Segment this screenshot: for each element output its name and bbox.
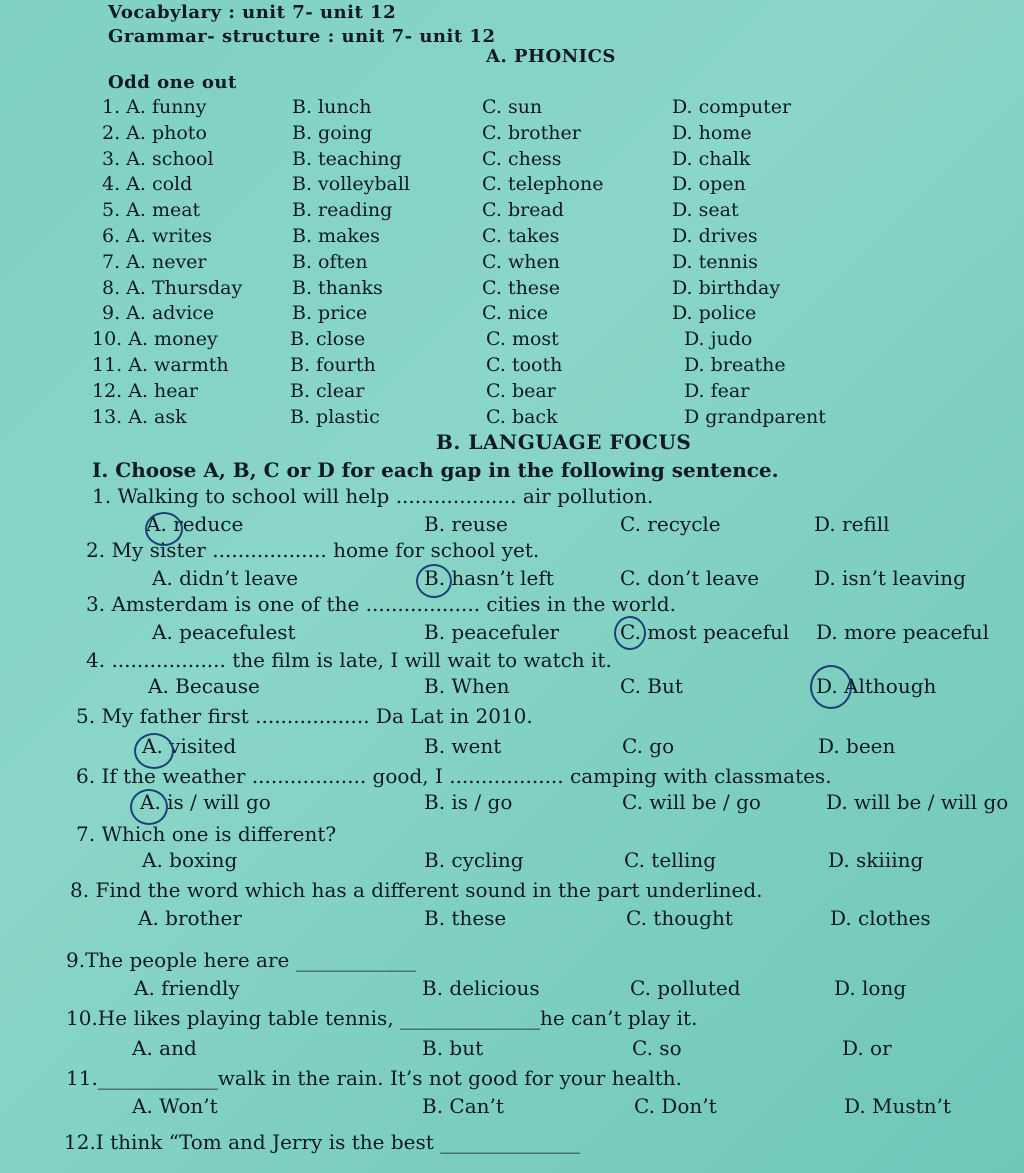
answer-option: B. When <box>424 674 510 698</box>
phonics-row <box>0 199 1024 223</box>
phonics-option: C. most <box>486 328 559 351</box>
answer-option: C. so <box>632 1036 682 1060</box>
question-text: 3. Amsterdam is one of the .................. cities in the world. <box>86 592 676 616</box>
answer-option: C. don’t leave <box>620 566 760 590</box>
phonics-option: B. teaching <box>292 147 402 170</box>
answer-option: D. clothes <box>830 906 931 930</box>
phonics-option: 3. A. school <box>102 147 214 170</box>
phonics-option: B. price <box>292 302 368 325</box>
answer-circle <box>810 665 852 709</box>
question-text: 1. Walking to school will help ................... air pollution. <box>92 484 654 508</box>
phonics-option: B. reading <box>292 199 393 222</box>
phonics-row <box>0 277 1024 301</box>
answer-option: A. reduce <box>146 512 244 536</box>
answer-option: C. will be / go <box>622 790 761 814</box>
question-text: 8. Find the word which has a different sound in the part underlined. <box>70 878 763 902</box>
phonics-row <box>0 96 1024 120</box>
phonics-option: C. when <box>482 250 560 273</box>
vocabulary-line: Vocabylary : unit 7- unit 12 <box>108 2 397 23</box>
phonics-option: D. chalk <box>672 147 751 170</box>
phonics-option: 12. A. hear <box>92 379 198 402</box>
phonics-row <box>0 380 1024 404</box>
phonics-option: C. bread <box>482 199 564 222</box>
phonics-option: B. volleyball <box>292 173 410 196</box>
phonics-option: B. fourth <box>290 354 376 376</box>
phonics-option: 6. A. writes <box>102 225 213 247</box>
answer-option: B. is / go <box>424 790 513 814</box>
phonics-option: 13. A. ask <box>92 405 187 428</box>
phonics-option: C. these <box>482 276 561 299</box>
phonics-option: C. brother <box>482 121 581 144</box>
answer-option: A. and <box>132 1036 197 1060</box>
answer-option: C. Don’t <box>634 1094 717 1118</box>
question-text: 12.I think “Tom and Jerry is the best ______________ <box>64 1130 581 1154</box>
instruction: I. Choose A, B, C or D for each gap in the following sentence. <box>92 458 779 482</box>
question-text: 10.He likes playing table tennis, ______________he can’t play it. <box>66 1006 698 1030</box>
answer-option: D. been <box>818 734 896 758</box>
answer-option: D. Mustn’t <box>844 1094 951 1118</box>
phonics-option: D. fear <box>684 379 750 402</box>
phonics-option: 10. A. money <box>92 328 218 351</box>
question-text: 6. If the weather .................. good, I .................. camping with classmates. <box>76 764 832 788</box>
answer-option: D. long <box>834 976 907 1000</box>
phonics-option: D. judo <box>684 328 753 351</box>
phonics-row <box>0 354 1024 378</box>
phonics-row <box>0 148 1024 172</box>
answer-circle <box>134 733 174 769</box>
phonics-row <box>0 122 1024 146</box>
answer-option: A. Because <box>148 674 260 698</box>
phonics-option: D. drives <box>672 225 758 247</box>
answer-option: B. these <box>424 906 507 930</box>
phonics-option: C. nice <box>482 302 549 325</box>
phonics-option: 5. A. meat <box>102 199 201 222</box>
grammar-line: Grammar- structure : unit 7- unit 12 <box>108 26 496 47</box>
answer-option: A. visited <box>142 734 237 758</box>
phonics-option: 9. A. advice <box>102 302 215 325</box>
answer-option: A. Won’t <box>132 1094 218 1118</box>
phonics-option: C. chess <box>482 147 562 170</box>
phonics-option: 1. A. funny <box>102 96 207 118</box>
phonics-option: B. lunch <box>292 96 372 118</box>
phonics-row <box>0 173 1024 197</box>
answer-circle <box>145 512 183 546</box>
phonics-option: 4. A. cold <box>102 173 193 196</box>
phonics-option: B. makes <box>292 225 380 247</box>
question-text: 5. My father first .................. Da Lat in 2010. <box>76 704 533 728</box>
phonics-option: C. sun <box>482 96 543 118</box>
answer-option: D. more peaceful <box>816 620 990 644</box>
answer-option: A. didn’t leave <box>152 566 299 590</box>
answer-option: D. refill <box>814 512 890 536</box>
phonics-row <box>0 251 1024 275</box>
phonics-option: B. often <box>292 250 368 273</box>
question-text: 11.____________walk in the rain. It’s not good for your health. <box>66 1066 683 1090</box>
phonics-option: D. police <box>672 302 757 325</box>
answer-option: C. But <box>620 674 683 698</box>
phonics-option: B. thanks <box>292 276 383 299</box>
section-a-title: A. PHONICS <box>486 46 616 67</box>
phonics-option: D. tennis <box>672 250 758 273</box>
answer-option: B. cycling <box>424 848 524 872</box>
phonics-option: C. bear <box>486 379 556 402</box>
question-text: 2. My sister .................. home for school yet. <box>86 538 540 562</box>
phonics-option: D. birthday <box>672 276 781 299</box>
answer-option: A. is / will go <box>140 790 271 814</box>
answer-option: A. friendly <box>134 976 240 1000</box>
phonics-row <box>0 328 1024 352</box>
answer-option: C. most peaceful <box>620 620 790 644</box>
phonics-option: B. going <box>292 121 373 144</box>
answer-option: D. or <box>842 1036 892 1060</box>
answer-option: D. isn’t leaving <box>814 566 966 590</box>
phonics-option: 7. A. never <box>102 250 207 273</box>
phonics-option: C. back <box>486 405 558 428</box>
phonics-option: C. telephone <box>482 173 604 196</box>
answer-circle <box>130 789 168 825</box>
phonics-option: D. open <box>672 173 746 196</box>
answer-option: B. Can’t <box>422 1094 504 1118</box>
question-text: 9.The people here are ____________ <box>66 948 416 972</box>
section-b-title: B. LANGUAGE FOCUS <box>436 430 692 454</box>
phonics-option: D. breathe <box>684 354 786 376</box>
answer-option: B. peacefuler <box>424 620 560 644</box>
phonics-option: C. takes <box>482 225 560 247</box>
answer-option: D. skiiing <box>828 848 924 872</box>
phonics-option: D. seat <box>672 199 739 222</box>
answer-circle <box>614 616 646 650</box>
phonics-option: D grandparent <box>684 405 826 428</box>
answer-option: C. telling <box>624 848 717 872</box>
answer-option: D. Although <box>816 674 937 698</box>
answer-option: A. brother <box>138 906 242 930</box>
phonics-row <box>0 406 1024 430</box>
answer-option: B. but <box>422 1036 484 1060</box>
phonics-option: B. clear <box>290 379 365 402</box>
phonics-option: C. tooth <box>486 354 563 376</box>
answer-option: C. recycle <box>620 512 721 536</box>
phonics-option: 2. A. photo <box>102 121 207 144</box>
phonics-row <box>0 302 1024 326</box>
answer-option: B. reuse <box>424 512 508 536</box>
phonics-option: B. close <box>290 328 366 351</box>
answer-option: B. went <box>424 734 502 758</box>
phonics-option: D. home <box>672 121 752 144</box>
answer-option: D. will be / will go <box>826 790 1009 814</box>
odd-one-out-title: Odd one out <box>108 72 237 93</box>
phonics-row <box>0 225 1024 249</box>
answer-option: A. boxing <box>142 848 238 872</box>
answer-option: A. peacefulest <box>152 620 296 644</box>
answer-option: B. hasn’t left <box>424 566 554 590</box>
phonics-option: B. plastic <box>290 405 380 428</box>
phonics-option: 11. A. warmth <box>92 354 229 376</box>
answer-option: C. thought <box>626 906 733 930</box>
question-text: 7. Which one is different? <box>76 822 337 846</box>
answer-option: B. delicious <box>422 976 540 1000</box>
phonics-option: 8. A. Thursday <box>102 276 243 299</box>
answer-option: C. polluted <box>630 976 741 1000</box>
phonics-option: D. computer <box>672 96 792 118</box>
answer-circle <box>416 564 452 598</box>
answer-option: C. go <box>622 734 675 758</box>
question-text: 4. .................. the film is late, I will wait to watch it. <box>86 648 612 672</box>
